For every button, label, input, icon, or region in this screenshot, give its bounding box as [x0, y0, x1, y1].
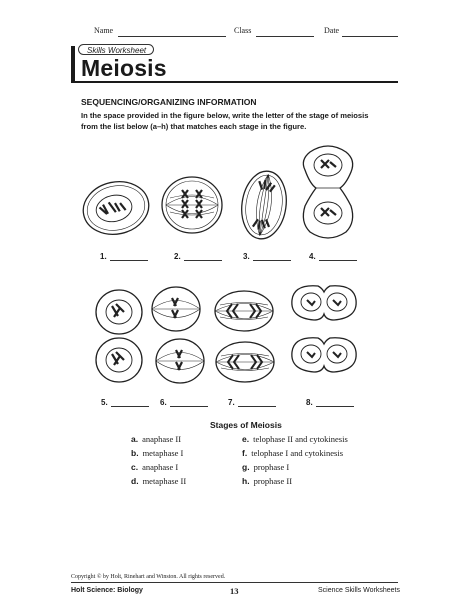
cell-6-bottom-drawing [156, 339, 204, 383]
blank-number: 4. [309, 252, 316, 261]
answer-blank-2[interactable] [174, 252, 222, 261]
stages-heading: Stages of Meiosis [210, 420, 282, 430]
stage-item-f: f. telophase I and cytokinesis [242, 448, 344, 458]
cell-8-top-drawing [292, 286, 356, 320]
blank-number: 2. [174, 252, 181, 261]
answer-blank-8[interactable] [306, 398, 354, 407]
cell-7-top-drawing [215, 291, 273, 331]
stage-item-e: e. telophase II and cytokinesis [242, 434, 348, 444]
date-label: Date [324, 26, 340, 35]
stage-item-g: g. prophase I [242, 462, 290, 472]
blank-number: 3. [243, 252, 250, 261]
blank-number: 6. [160, 398, 167, 407]
cell-6-top-drawing [152, 287, 200, 331]
cell-2-drawing [162, 177, 222, 233]
stage-item-c: c. anaphase I [131, 462, 179, 472]
cell-3-drawing [237, 168, 290, 241]
name-label: Name [94, 26, 114, 35]
answer-blank-3[interactable] [243, 252, 291, 261]
cell-4-drawing [303, 146, 352, 238]
stage-item-b: b. metaphase I [131, 448, 184, 458]
answer-blank-5[interactable] [101, 398, 149, 407]
blank-number: 5. [101, 398, 108, 407]
section-heading: SEQUENCING/ORGANIZING INFORMATION [81, 97, 257, 107]
copyright-text: Copyright © by Holt, Rinehart and Winston. All rights reserved. [71, 574, 226, 580]
blank-number: 7. [228, 398, 235, 407]
footer-series: Science Skills Worksheets [318, 587, 400, 594]
cell-7-bottom-drawing [216, 342, 274, 382]
footer-rule [71, 582, 398, 583]
footer-book-title: Holt Science: Biology [71, 587, 143, 594]
cell-8-bottom-drawing [292, 338, 356, 372]
stage-item-d: d. metaphase II [131, 476, 187, 486]
answer-blank-4[interactable] [309, 252, 357, 261]
class-label: Class [234, 26, 252, 35]
answer-blank-6[interactable] [160, 398, 208, 407]
blank-number: 1. [100, 252, 107, 261]
cell-5-top-drawing [96, 290, 142, 334]
blank-number: 8. [306, 398, 313, 407]
page-number: 13 [230, 586, 239, 596]
answer-blank-1[interactable] [100, 252, 148, 261]
instructions: In the space provided in the figure below, write the letter of the stage of meiosis from the list below (a–h) that matches each stage in the figure. [81, 111, 369, 131]
answer-blank-7[interactable] [228, 398, 276, 407]
stage-item-a: a. anaphase II [131, 434, 182, 444]
worksheet-tag: Skills Worksheet [78, 44, 154, 55]
page-title: Meiosis [81, 55, 167, 81]
stage-item-h: h. prophase II [242, 476, 293, 486]
cell-5-bottom-drawing [96, 338, 142, 382]
cell-1-drawing [78, 176, 153, 241]
